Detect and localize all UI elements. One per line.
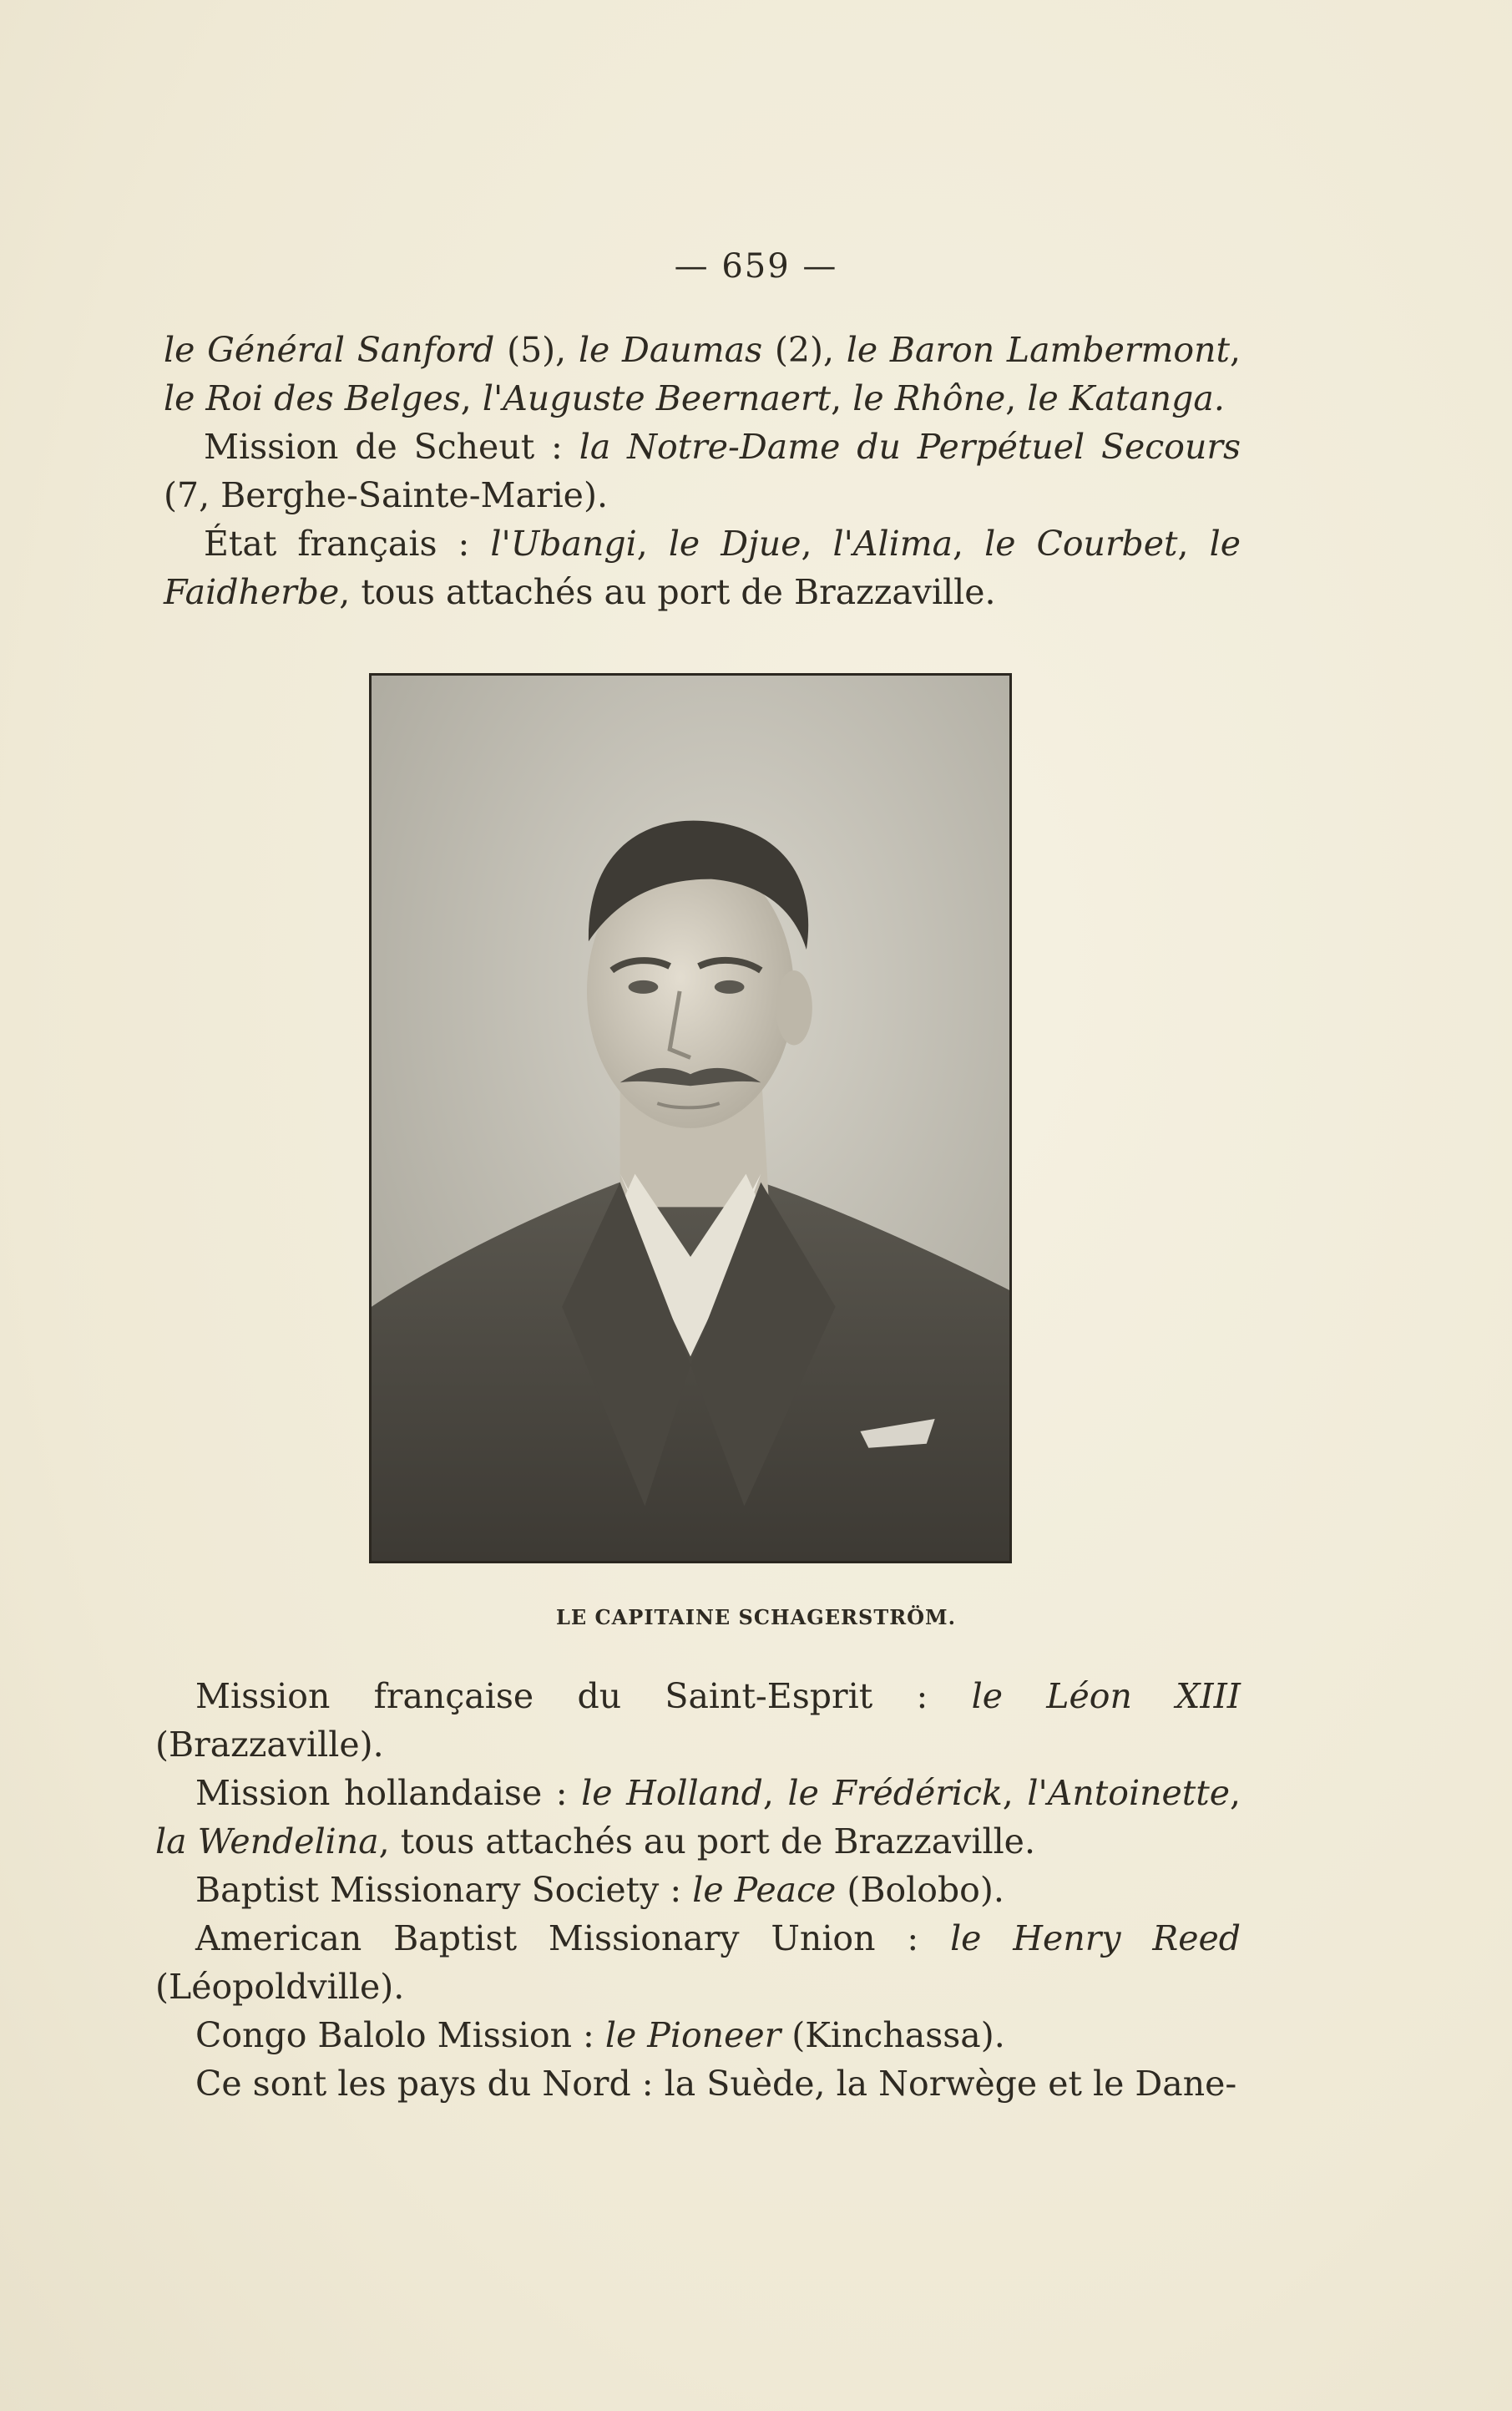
italic-text-segment: le Général Sanford	[164, 330, 495, 370]
italic-text-segment: la Notre-Dame du Perpétuel Secours	[579, 427, 1241, 467]
top-text-block	[164, 326, 1241, 616]
italic-text-segment: l'Ubangi	[490, 524, 637, 564]
text-segment: (5),	[494, 330, 579, 370]
italic-text-segment: la Wendelina	[155, 1821, 379, 1861]
paragraph	[155, 1914, 1241, 2011]
text-segment: (Léopoldville).	[155, 1967, 405, 2007]
text-segment: (2),	[762, 330, 847, 370]
text-segment: ,	[1005, 378, 1028, 418]
text-segment: ,	[831, 378, 853, 418]
text-segment: (Kinchassa).	[781, 2015, 1005, 2055]
text-segment: ,	[1229, 1773, 1241, 1813]
text-segment: (Bolobo).	[836, 1870, 1004, 1910]
photo-caption: LE CAPITAINE SCHAGERSTRÖM.	[556, 1605, 956, 1629]
italic-text-segment: l'Alima	[832, 524, 953, 564]
italic-text-segment: le Courbet	[984, 524, 1178, 564]
italic-text-segment: le Rhône	[852, 378, 1006, 418]
text-segment: (7, Berghe-Sainte-Marie).	[164, 475, 608, 515]
italic-text-segment: le Daumas	[578, 330, 763, 370]
portrait-illustration	[372, 676, 1009, 1561]
text-segment: Mission hollandaise :	[195, 1773, 582, 1813]
italic-text-segment: l'Auguste Beernaert	[482, 378, 832, 418]
text-segment: ,	[1177, 524, 1210, 564]
italic-text-segment: le Léon XIII	[971, 1676, 1241, 1716]
text-segment: Mission française du Saint-Esprit :	[195, 1676, 972, 1716]
text-segment: État français :	[204, 524, 491, 564]
text-segment: ,	[1002, 1773, 1028, 1813]
paragraph	[164, 423, 1241, 519]
text-segment: , tous attachés au port de Brazzaville.	[339, 572, 996, 612]
paragraph	[164, 326, 1241, 423]
italic-text-segment: le Henry Reed	[950, 1918, 1241, 1958]
text-segment: , tous attachés au port de Brazzaville.	[378, 1821, 1035, 1861]
text-segment: (Brazzaville).	[155, 1725, 384, 1765]
text-segment: ,	[1229, 330, 1241, 370]
text-segment: Congo Balolo Mission :	[195, 2015, 605, 2055]
text-segment: ,	[460, 378, 483, 418]
paragraph	[155, 1769, 1241, 1866]
italic-text-segment: le Katanga.	[1027, 378, 1225, 418]
paragraph	[155, 2059, 1241, 2108]
text-segment: Baptist Missionary Society :	[195, 1870, 693, 1910]
paragraph	[155, 1866, 1241, 1914]
page-number: — 659 —	[674, 247, 838, 286]
italic-text-segment: le Pioneer	[604, 2015, 781, 2055]
italic-text-segment: le Peace	[692, 1870, 837, 1910]
text-segment: ,	[762, 1773, 788, 1813]
text-segment: ,	[636, 524, 669, 564]
italic-text-segment: le Djue	[668, 524, 802, 564]
text-segment: ,	[953, 524, 985, 564]
paragraph	[164, 519, 1241, 616]
portrait-photo	[369, 673, 1012, 1563]
text-segment: Mission de Scheut :	[204, 427, 579, 467]
paragraph	[155, 1672, 1241, 1769]
bottom-text-block	[155, 1672, 1241, 2108]
italic-text-segment: le Roi des Belges	[164, 378, 461, 418]
italic-text-segment: le Frédérick	[787, 1773, 1003, 1813]
italic-text-segment: le Faidherbe	[164, 524, 1241, 612]
text-segment: ,	[801, 524, 833, 564]
italic-text-segment: le Holland	[581, 1773, 763, 1813]
italic-text-segment: le Baron Lambermont	[846, 330, 1230, 370]
text-segment: American Baptist Missionary Union :	[195, 1918, 951, 1958]
paragraph	[155, 2011, 1241, 2059]
italic-text-segment: l'Antoinette	[1027, 1773, 1230, 1813]
text-segment: Ce sont les pays du Nord : la Suède, la Norwège et le Dane-	[195, 2064, 1237, 2104]
